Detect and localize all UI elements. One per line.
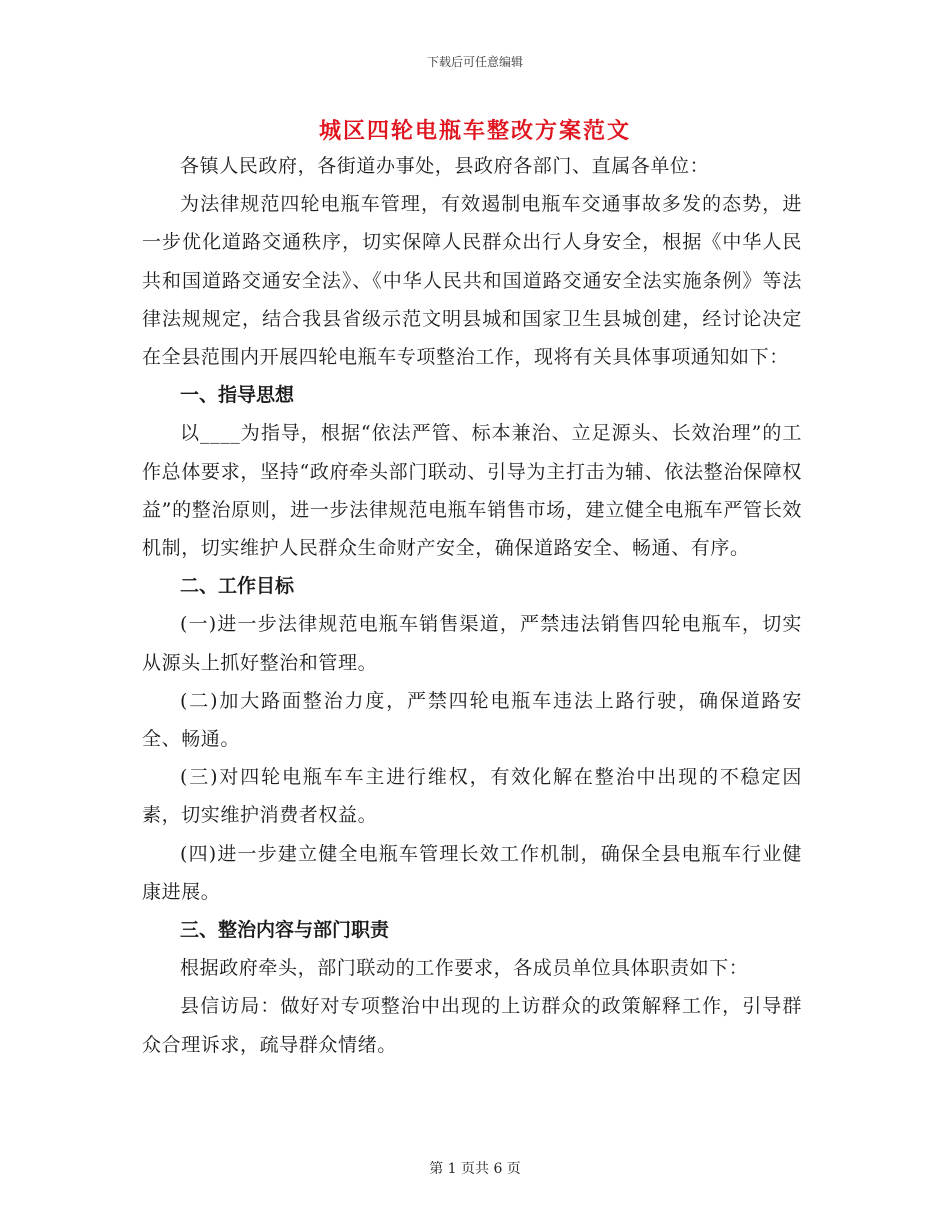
goal-item-4: (四)进一步建立健全电瓶车管理长效工作机制，确保全县电瓶车行业健康进展。	[142, 842, 802, 903]
goal-item-2: (二)加大路面整治力度，严禁四轮电瓶车违法上路行驶，确保道路安全、畅通。	[142, 689, 802, 751]
guiding-ideology-paragraph: 以____为指导，根据“依法严管、标本兼治、立足源头、长效治理”的工作总体要求，坚持“政府牵头部门联动、引导为主打击为辅、依法整治保障权益”的整治原则，进一步法律规范电瓶车销售市场，建立健全电瓶车严管长效机制，切实维护人民群众生命财产安全，确保道路安全、畅通、有序。	[142, 422, 802, 560]
goal-item-1: (一)进一步法律规范电瓶车销售渠道，严禁违法销售四轮电瓶车，切实从源头上抓好整治和管理。	[142, 613, 802, 674]
document-body	[142, 147, 802, 1064]
page-header: 下载后可任意编辑	[426, 55, 523, 69]
duties-intro-paragraph: 根据政府牵头，部门联动的工作要求，各成员单位具体职责如下：	[180, 957, 749, 980]
section-heading-guiding-ideology: 一、指导思想	[180, 384, 295, 407]
intro-paragraph: 为法律规范四轮电瓶车管理，有效遏制电瓶车交通事故多发的态势，进一步优化道路交通秩序，切实保障人民群众出行人身安全，根据《中华人民共和国道路交通安全法》、《中华人民共和国道路交通安全法实施条例》等法律法规规定，结合我县省级示范文明县城和国家卫生县城创建，经讨论决定在全县范围内开展四轮电瓶车专项整治工作，现将有关具体事项通知如下：	[142, 193, 802, 369]
section-heading-content-duties: 三、整治内容与部门职责	[180, 919, 390, 942]
petition-bureau-paragraph: 县信访局：做好对专项整治中出现的上访群众的政策解释工作，引导群众合理诉求，疏导群众情绪。	[142, 995, 802, 1056]
goal-item-3: (三)对四轮电瓶车车主进行维权，有效化解在整治中出现的不稳定因素，切实维护消费者权益。	[142, 766, 802, 827]
page-footer: 第 1 页共 6 页	[429, 1161, 521, 1177]
section-heading-work-goals: 二、工作目标	[180, 575, 295, 598]
salutation-paragraph: 各镇人民政府，各街道办事处，县政府各部门、直属各单位：	[180, 155, 710, 177]
document-title: 城区四轮电瓶车整改方案范文	[318, 118, 631, 144]
